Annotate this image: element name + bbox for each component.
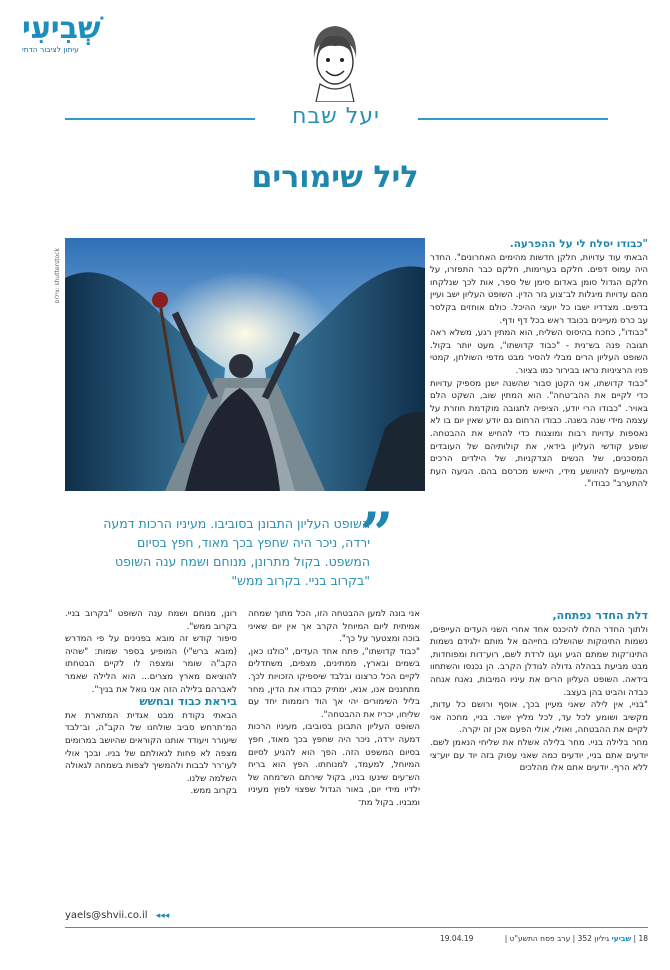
author-name: יעל שבח [292,104,380,129]
paragraph: השופט העליון התבונן בסוביבו, מעיניו הרכות דמעה ירדה, ניכר היה שחפץ בכך מאוד, חפץ בסיום המשפט הזה. הפך הוא להגיע לסיום המיוחל, למעמד, למנוחתו. הפץ הוא בריח הש־עים שינעו בניו, בקול שירתם הש־מחה של ילדיו מידי יום, באור הגדול שפצוי לפוץ מעיניו ומבניו. בקול מת־ [248,722,420,808]
page-number: 18 [638,934,648,943]
paragraph: "בניי, אין לילה שאני מעיין בכך, אוסף ורושם כל עדות, מקשיב ושומע לכל עד, לכל מליץ יושר. בניי, מחכה אני לקיים את ההבטחה, ואולי, אולי הפעם אכן זה יקרה. [430,700,648,736]
paragraph: "כבוד קדושתו, אני הקטן סבור שהשנה ישנן מספיק עדויות כדי לקיים את ההב־טחה". הוא המתין שוב, השקט הלם באויר. "כבודו הרי יודע, הציפיה לתגובה מוקדמת חוזרת על עצמה מידי שנה בשנה. כבודו הרחום גם יודע שאין יום בו לא נאספות עדויות רבות ומוצגות כדי להחיש את ההבטחה. שופע קודשי העליון בידאי, את קולותיהם של העובדים המסכנים, של הנשים הצדקניות, של הילדים הרכים המשייעים להיוושע מידי, הייאש מכרסם בהם. הגיעה העת להתערב" כבודו". [430,378,648,490]
page-folio: 18 | שביעי גיליון 352 | ערב פסח התשע"ט | [504,934,648,943]
footer-rule [65,927,648,928]
lead-in: "כבודו יסלח לי על ההפרעה. [509,238,648,250]
article-title: ליל שימורים [251,160,419,195]
article-column-middle [248,608,420,810]
paragraph: ולתוך החדר החלו להיכנס אחד אחרי השני העדים העייפים, נשמות התינוקות שהושלכו בחייהם אל מותם ילגידם נשמות התינו־קות שמתם הגיע ועגו לרדת לשם, רוע־דות ומפוחדות, מבט מביעת בבהלה גדולה לגודלן הקרב. הן נכנסו והשתחוו בידאה. השופט העליון הרים את עיניו המיבות, נאנח אנחה כבדה והביט בהן בעצב. [430,624,648,698]
paragraph: "כבודו", כחכח בהיסוס השליח, הוא המתין רגע, משלא ראה תגובה פנה בש־נית - "כבוד קדושתו", מעט יותר בקול. השופט העליון הרים מבלי להסיר מבט מדפי השולחן, קמטי פניו הרציניות נראו בבירור כמו בציור. [430,328,648,376]
article-column-right-top [430,238,648,491]
logo-tagline: עיתון לציבור הדתי [22,45,79,54]
paragraph: הבאתי נקודת מבט אגדית המתארת את המ־תרחש סביב שולחנו של הקב"ה, וב־לבד שיעורר ויעודד אותנו הקוראים שהיושב במרומים מצפה לא פחות לגאולתם של בניו. ובכך אולי לעו־רר לבבות ולהמשיך לצפות בשמחה לגאולה השלמה שלנו. [65,710,237,784]
logo-wordmark: שְׁבִיעִי [22,11,101,46]
paragraph: "כבוד קדושתו", פתח אחד העדים, "כולנו כאן, בשמים ובארץ, ממתינים, מצפים, משתדלים לקיים הכל כרצונו ובלבד שיספיקו הזכויות לכך. מתחננים אנו, אנא, ימתיק כבודו את הדין, מחר בליל השימורים יהי אך הוד רוממות יחד עם שליחו, יכריז את ההבטחה". [248,646,420,720]
paragraph: הבאתי עוד עדויות, חלקן חדשות מהימים האחרונים". החדר היה עמוס דפים. חלקם בערימות, חלקם כבר התפזרו, על חלקם הגדול סומן באדום סימן של ספר, אות לכך שנלקחו מהם עדויות מיגלות לב־צוע גזר הדין. השופט העליון ישב ועיין בדפים. מצדדיו ישבו כל יועצי ההיכל. כולם אוחזים בקלסר עב כרס מעיינים בכובד ראש בכל דף ודף. [430,252,648,326]
paragraph: מחר בלילה בניי. מחר בלילה אשלח את שליחי הנאמן לשם. יודעים אתם בניי, יודעים כמה שאני עסוק בזה יוד עם יוע־צי ללא הרף. יודעים אתם אלו מהלכים [430,737,648,774]
author-email[interactable] [65,910,169,921]
folio-brand: שביעי [611,934,632,943]
folio-date: 19.04.19 [440,934,474,943]
article-column-right-bottom [430,610,648,775]
pull-quote: השופט העליון התבונן בסוביבו. מעיניו הרכות דמעה ירדה, ניכר היה שחפץ בכך מאוד, חפץ בסיום המשפט. בקול מתרונן, מנוחם ושמח ענה השופט "בקרוב בניי. בקרוב ממש" [103,516,370,588]
subheading: ביראת כבוד ובחשש [139,695,237,709]
folio-issue: גיליון 352 | ערב פסח התשע"ט | [504,934,610,943]
publication-logo [22,11,132,54]
arrows-icon: ◂◂◂ [155,911,170,921]
email-address[interactable]: yaels@shvii.co.il [65,910,148,921]
pull-quote-mark: ” [360,500,394,568]
subheading: דלת החדר נפתחה, [552,609,648,622]
author-portrait [304,20,366,102]
paragraph: בקרוב ממש. [190,786,237,797]
article-photo [65,238,425,491]
paragraph: סיפור קודש זה מובא בפנינים על פי המדרש (מובא ברש"י) המופיע בספר שמות: "שהיה הקב"ה שומר ומצפה לו לקיים הבטחתו להוציאם מארץ מצרים... הוא הלילה שאמר לאברהם בלילה הזה אני גואל את בניך". [65,634,237,695]
author-rule-left [65,118,255,120]
article-column-left [65,608,237,798]
photo-credit: צילום: shutterstock [54,248,61,304]
paragraph: אני בונה למען ההבטחה הזו, הכל מתוך שמחה אמיתית ליום המיוחל הקרב אך אין יום שאיני בוכה ומצטער על כך". [248,609,420,645]
paragraph: רונן, מנוחם ושמח ענה השופט "בקרוב בניי. בקרוב ממש". [65,609,237,632]
author-rule-right [418,118,608,120]
